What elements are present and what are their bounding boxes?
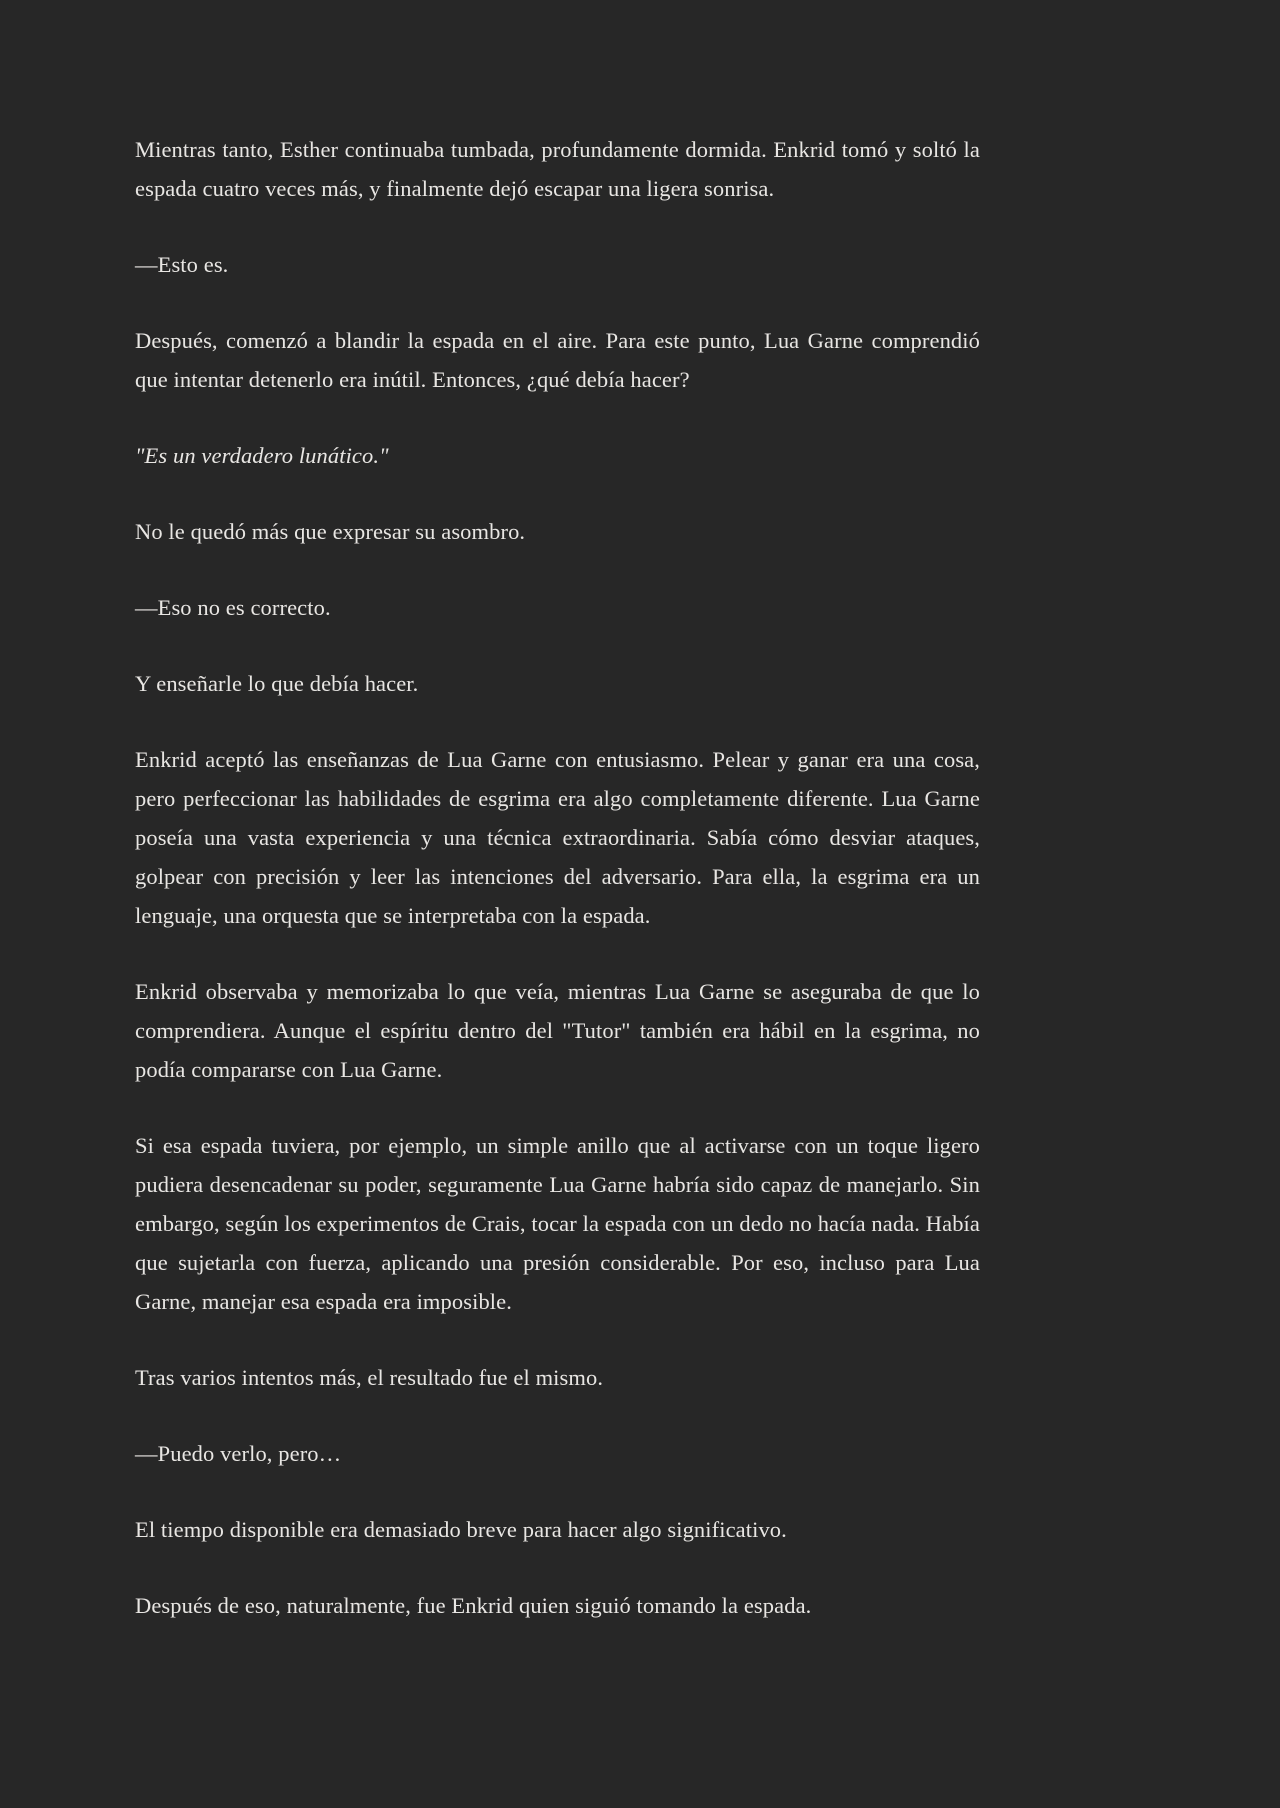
chapter-body xyxy=(135,130,980,1625)
paragraph: Después de eso, naturalmente, fue Enkrid quien siguió tomando la espada. xyxy=(135,1593,812,1618)
paragraph: Mientras tanto, Esther continuaba tumbada, profundamente dormida. Enkrid tomó y soltó la espada cuatro veces más, y finalmente dejó escapar una ligera sonrisa. xyxy=(135,137,980,201)
paragraph-dialogue: —Eso no es correcto. xyxy=(135,595,331,620)
paragraph: El tiempo disponible era demasiado breve para hacer algo significativo. xyxy=(135,1517,787,1542)
paragraph-inner-thought: "Es un verdadero lunático." xyxy=(135,443,389,468)
paragraph-dialogue: —Puedo verlo, pero… xyxy=(135,1441,342,1466)
paragraph: No le quedó más que expresar su asombro. xyxy=(135,519,526,544)
paragraph: Enkrid aceptó las enseñanzas de Lua Garne con entusiasmo. Pelear y ganar era una cosa, pero perfeccionar las habilidades de esgrima era algo completamente diferente. Lua Garne poseía una vasta experiencia y una técnica extraordinaria. Sabía cómo desviar ataques, golpear con precisión y leer las intenciones del adversario. Para ella, la esgrima era un lenguaje, una orquesta que se interpretaba con la espada. xyxy=(135,747,980,928)
paragraph: Y enseñarle lo que debía hacer. xyxy=(135,671,419,696)
paragraph: Después, comenzó a blandir la espada en el aire. Para este punto, Lua Garne comprendió que intentar detenerlo era inútil. Entonces, ¿qué debía hacer? xyxy=(135,328,980,392)
paragraph: Si esa espada tuviera, por ejemplo, un simple anillo que al activarse con un toque ligero pudiera desencadenar su poder, seguramente Lua Garne habría sido capaz de manejarlo. Sin embargo, según los experimentos de Crais, tocar la espada con un dedo no hacía nada. Había que sujetarla con fuerza, aplicando una presión considerable. Por eso, incluso para Lua Garne, manejar esa espada era imposible. xyxy=(135,1133,980,1314)
paragraph-dialogue: —Esto es. xyxy=(135,252,229,277)
paragraph: Enkrid observaba y memorizaba lo que veía, mientras Lua Garne se aseguraba de que lo comprendiera. Aunque el espíritu dentro del "Tutor" también era hábil en la esgrima, no podía compararse con Lua Garne. xyxy=(135,979,980,1082)
paragraph: Tras varios intentos más, el resultado fue el mismo. xyxy=(135,1365,604,1390)
